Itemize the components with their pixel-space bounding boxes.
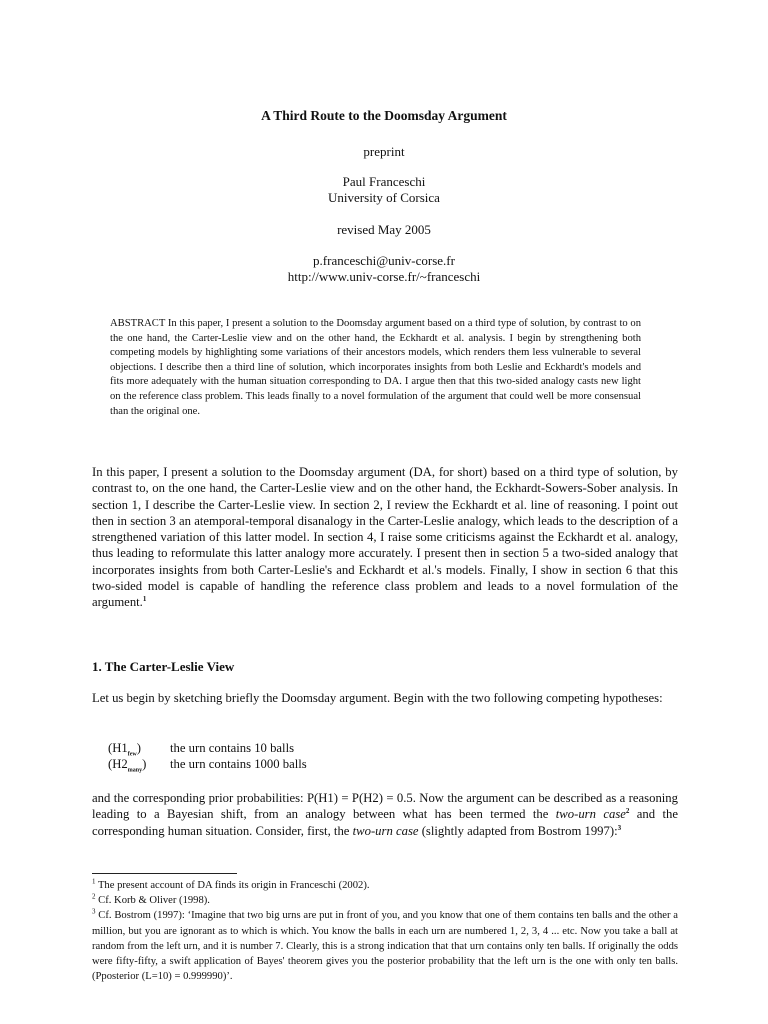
section1-paragraph-1: Let us begin by sketching briefly the Doomsday argument. Begin with the two following competing hypotheses: [92, 691, 663, 705]
footnotes [92, 878, 678, 984]
abstract: ABSTRACT In this paper, I present a solution to the Doomsday argument based on a third type of solution, by contrast to on the one hand, the Carter-Leslie view and on the other hand, the Eckhardt et al. analysis. I begin by strengthening both competing models by highlighting some variations of their ancestors models, which renders them less vulnerable to several objections. I describe then a third line of solution, which incorporates insights from both Leslie and Eckhardt's models and fits more adequately with the human situation corresponding to DA. I argue then that this two-sided analogy casts new light on the reference class problem. This leads finally to a novel formulation of the argument that could well be more consensual than the original one. [110, 318, 641, 417]
hypothesis-text: the urn contains 10 balls [170, 741, 295, 755]
footnote-1: $^1$ The present account of DA finds its origin in Franceschi (2002). [92, 877, 370, 891]
footnote-divider [92, 873, 237, 874]
hypothesis-text: the urn contains 1000 balls [170, 757, 307, 771]
author-url[interactable]: http://www.univ-corse.fr/~franceschi [287, 269, 481, 284]
footnote-ref-2[interactable]: 2 [625, 807, 630, 816]
paper-title: A Third Route to the Doomsday Argument [261, 108, 507, 123]
hypothesis-h2 [108, 756, 307, 779]
section1-paragraph-2: and the corresponding prior probabilities: P(H1) = P(H2) = 0.5. Now the argument can be described as a reasoning leading to a Bayesian shift, from an analogy between what has been termed the two-urn case$^2$ and the corresponding human situation. Consider, first, the two-urn case (slightly adapted from Bostrom 1997):$^3$ [92, 791, 678, 838]
section-heading: 1. The Carter-Leslie View [92, 659, 235, 674]
footnote-ref-1[interactable]: 1 [142, 595, 147, 604]
footnote-2: $^2$ Cf. Korb & Oliver (1998). [92, 892, 210, 907]
intro-text: In this paper, I present a solution to the Doomsday argument (DA, for short) based on a third type of solution, by contrast to, on the one hand, the Carter-Leslie view and on the other hand, the Eckhardt-Sowers-Sober analysis. In section 1, I describe the Carter-Leslie view. In section 2, I review the Eckhardt et al. line of reasoning. I point out then in section 3 an atemporal-temporal disanalogy in the Carter-Leslie analogy, which leads to the description of a strengthened variation of this latter model. In section 4, I raise some criticisms against the Eckhardt et al. analogy, thus leading to reformulate this latter analogy more accurately. I present then in section 5 a two-sided analogy that incorporates insights from both Carter-Leslie's and Eckhardt et al.'s models. Finally, I show in section 6 that this two-sided model is capable of handling the reference class problem and leads to a novel formulation of the argument. [92, 465, 678, 610]
revision-date: revised May 2005 [337, 222, 431, 237]
footnote-3: $^3$ Cf. Bostrom (1997): ‘Imagine that two big urns are put in front of you, and you know that one of them contains ten balls and the other a million, but you are ignorant as to which is which. You know the balls in each urn are numbered 1, 2, 3, 4 ... etc. Now you take a ball at random from the left urn, and it is number 7. Clearly, this is a strong indication that that urn contains only ten balls. If originally the odds were fifty-fifty, a swift application of Bayes' theorem gives you the posterior probability that the left urn is the one with only ten balls. (Pposterior (L=10) = 0.999990)’. [92, 907, 678, 983]
hypothesis-label: $(H2_{many})$ [108, 757, 147, 774]
hypothesis-label: $(H1_{few})$ [108, 741, 141, 758]
footnote-ref-3[interactable]: 3 [617, 823, 622, 832]
author-affiliation: University of Corsica [328, 190, 440, 205]
introduction-paragraph [92, 464, 678, 611]
preprint-label: preprint [363, 144, 405, 159]
author-name: Paul Franceschi [342, 174, 426, 189]
author-email[interactable]: p.franceschi@univ-corse.fr [313, 253, 455, 268]
